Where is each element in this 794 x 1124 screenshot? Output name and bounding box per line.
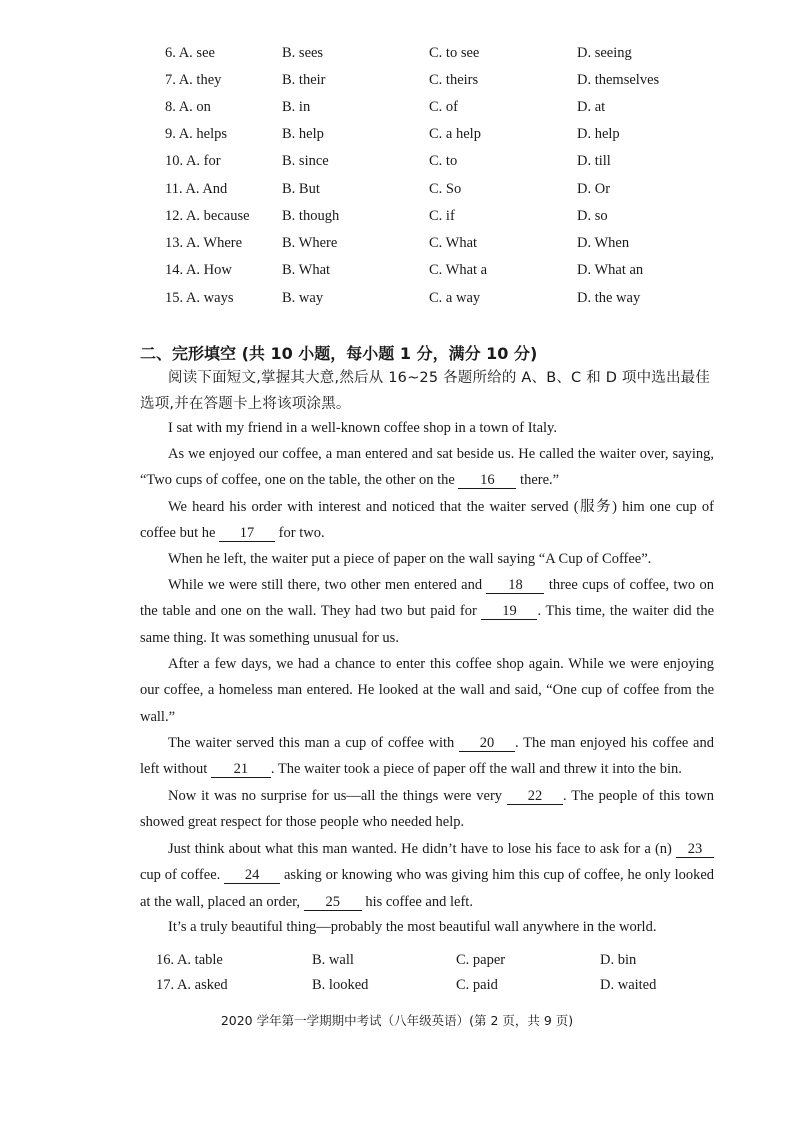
passage-text: When he left, the waiter put a piece of paper on the wall saying “A Cup of Coffee”. <box>168 551 652 567</box>
blank-19: 19 <box>481 603 537 620</box>
option-d: D. Or <box>577 181 611 197</box>
option-a: 16. A. table <box>156 952 223 968</box>
section-instruction: 阅读下面短文,掌握其大意,然后从 16~25 各题所给的 A、B、C 和 D 项中选出最佳选项,并在答题卡上将该项涂黑。 <box>140 370 711 412</box>
question-17-options <box>0 977 794 1003</box>
passage-text: for two. <box>278 525 325 542</box>
option-a: 7. A. they <box>165 72 222 88</box>
option-b: B. way <box>282 290 324 306</box>
option-a: 6. A. see <box>165 45 215 61</box>
passage-text: there.” <box>520 472 560 489</box>
option-b: B. But <box>282 181 320 197</box>
passage-paragraph-7 <box>140 730 714 783</box>
passage-text: . This time, the waiter did the same thing. It was something unusual for us. <box>140 603 715 646</box>
passage-text: I sat with my friend in a well-known coffee shop in a town of Italy. <box>168 420 557 436</box>
blank-20: 20 <box>459 735 515 752</box>
option-c: C. to <box>429 153 458 169</box>
option-b: B. wall <box>312 952 354 968</box>
option-a: 13. A. Where <box>165 235 243 251</box>
passage-text: three cups of coffee, two on the table and one on the wall. They had two but paid for <box>140 577 715 620</box>
option-c: C. to see <box>429 45 480 61</box>
question-6-options <box>0 45 794 71</box>
question-8-options <box>0 99 794 125</box>
option-d: D. When <box>577 235 630 251</box>
option-b: B. Where <box>282 235 338 251</box>
option-a: 8. A. on <box>165 99 211 115</box>
question-10-options <box>0 153 794 179</box>
passage-text: The waiter served this man a cup of coffee with <box>168 735 455 751</box>
option-c: C. a help <box>429 126 481 142</box>
option-d: D. till <box>577 153 611 169</box>
option-c: C. paid <box>456 977 498 993</box>
option-a: 9. A. helps <box>165 126 228 142</box>
passage-paragraph-5 <box>140 572 714 651</box>
passage-text: . The waiter took a piece of paper off the wall and threw it into the bin. <box>270 761 682 778</box>
option-b: B. sees <box>282 45 324 61</box>
passage-text: We heard his order with interest and noticed that the waiter served (服务) him one cup of coffee but he <box>140 499 714 542</box>
option-b: B. help <box>282 126 324 142</box>
passage-text: . The people of this town showed great respect for those people who needed help. <box>140 788 715 831</box>
option-c: C. theirs <box>429 72 479 88</box>
section-title: 二、完形填空 (共 10 小题，每小题 1 分，满分 10 分) <box>140 344 538 363</box>
passage-paragraph-2 <box>140 441 714 494</box>
passage-text: his coffee and left. <box>365 893 473 910</box>
passage-text: Just think about what this man wanted. He didn’t have to lose his face to ask for a (n) <box>168 841 672 857</box>
passage-text: While we were still there, two other men entered and <box>168 577 483 593</box>
question-15-options <box>0 290 794 316</box>
option-d: D. What an <box>577 262 644 278</box>
option-b: B. though <box>282 208 340 224</box>
blank-25: 25 <box>304 894 362 911</box>
option-a: 15. A. ways <box>165 290 234 306</box>
option-d: D. themselves <box>577 72 660 88</box>
question-7-options <box>0 72 794 98</box>
option-c: C. So <box>429 181 462 197</box>
passage-text: It’s a truly beautiful thing—probably the most beautiful wall anywhere in the world. <box>168 919 657 935</box>
option-a: 11. A. And <box>165 181 228 197</box>
option-c: C. a way <box>429 290 481 306</box>
blank-22: 22 <box>507 788 563 805</box>
question-9-options <box>0 126 794 152</box>
option-a: 14. A. How <box>165 262 232 278</box>
option-b: B. in <box>282 99 311 115</box>
option-b: B. their <box>282 72 326 88</box>
option-a: 17. A. asked <box>156 977 228 993</box>
option-c: C. What <box>429 235 478 251</box>
option-b: B. What <box>282 262 331 278</box>
blank-16: 16 <box>458 472 516 489</box>
blank-23: 23 <box>676 841 714 858</box>
passage-paragraph-8 <box>140 783 714 836</box>
passage-text: asking or knowing who was giving him this cup of coffee, he only looked at the wall, placed an order, <box>140 867 715 910</box>
option-d: D. seeing <box>577 45 632 61</box>
option-d: D. the way <box>577 290 641 306</box>
option-d: D. waited <box>600 977 657 993</box>
option-c: C. if <box>429 208 455 224</box>
option-d: D. help <box>577 126 620 142</box>
passage-text: After a few days, we had a chance to enter this coffee shop again. While we were enjoying our coffee, a homeless man entered. He looked at the wall and said, “One cup of coffee from the wall.” <box>140 656 714 725</box>
blank-24: 24 <box>224 867 280 884</box>
option-b: B. looked <box>312 977 369 993</box>
option-d: D. so <box>577 208 608 224</box>
passage-paragraph-10 <box>140 914 714 940</box>
blank-18: 18 <box>486 577 544 594</box>
passage-paragraph-1 <box>140 415 714 441</box>
passage-paragraph-3 <box>140 494 714 547</box>
passage-text: Now it was no surprise for us—all the things were very <box>168 788 503 804</box>
option-a: 12. A. because <box>165 208 250 224</box>
passage-text: cup of coffee. <box>140 867 221 884</box>
blank-21: 21 <box>211 761 271 778</box>
option-c: C. What a <box>429 262 488 278</box>
option-c: C. of <box>429 99 458 115</box>
option-c: C. paper <box>456 952 506 968</box>
option-d: D. bin <box>600 952 637 968</box>
question-11-options <box>0 181 794 207</box>
passage-paragraph-4 <box>140 546 714 572</box>
question-13-options <box>0 235 794 261</box>
passage-text: As we enjoyed our coffee, a man entered and sat beside us. He called the waiter over, saying, “Two cups of coffee, one on the table, the other on the <box>140 446 714 489</box>
passage-text: . The man enjoyed his coffee and left without <box>140 735 714 778</box>
passage-paragraph-6 <box>140 651 714 730</box>
passage-paragraph-9 <box>140 836 714 915</box>
question-14-options <box>0 262 794 288</box>
option-b: B. since <box>282 153 329 169</box>
option-a: 10. A. for <box>165 153 221 169</box>
option-d: D. at <box>577 99 606 115</box>
page-footer: 2020 学年第一学期期中考试（八年级英语）(第 2 页，共 9 页) <box>220 1013 574 1028</box>
blank-17: 17 <box>219 525 275 542</box>
question-12-options <box>0 208 794 234</box>
question-16-options <box>0 952 794 978</box>
